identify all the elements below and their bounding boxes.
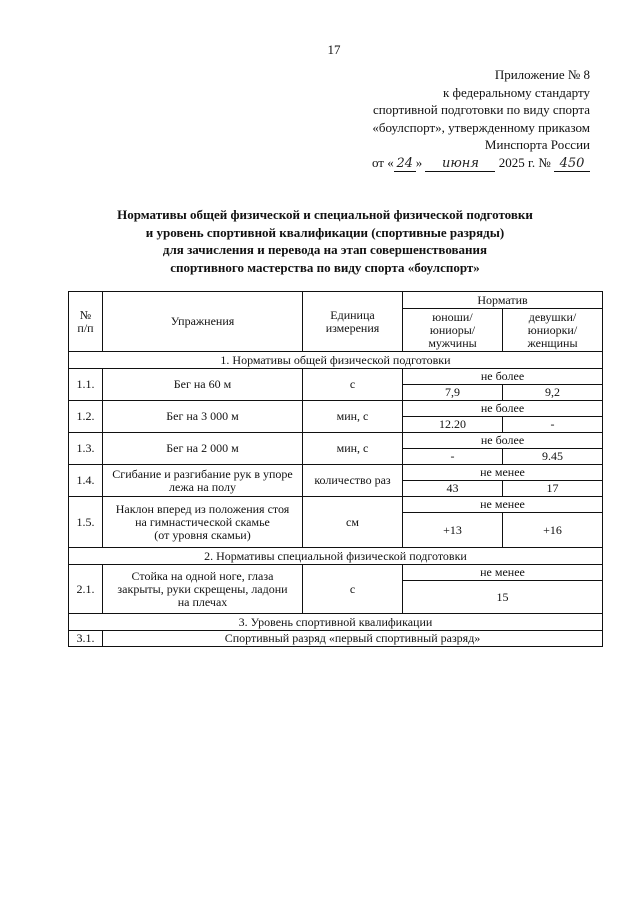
title-line-1: Нормативы общей физической и специальной физической подготовки bbox=[117, 207, 533, 222]
header-norm: Норматив bbox=[403, 292, 603, 309]
section-row-2 bbox=[69, 548, 603, 565]
row-limit: не более bbox=[403, 433, 603, 449]
table-row bbox=[69, 497, 603, 513]
appendix-date-line bbox=[290, 154, 590, 172]
row-unit: мин, с bbox=[303, 401, 403, 433]
row-num: 1.1. bbox=[69, 369, 103, 401]
header-unit: Единица измерения bbox=[303, 292, 403, 352]
row-boys-value: - bbox=[403, 449, 503, 465]
table-header-row bbox=[69, 292, 603, 309]
row-limit: не более bbox=[403, 369, 603, 385]
row-unit: с bbox=[303, 369, 403, 401]
table-row bbox=[69, 401, 603, 417]
row-limit: не менее bbox=[403, 497, 603, 513]
row-limit: не менее bbox=[403, 465, 603, 481]
row-value: 15 bbox=[403, 581, 603, 614]
appendix-line-3: спортивной подготовки по виду спорта bbox=[372, 102, 590, 117]
row-unit: см bbox=[303, 497, 403, 548]
row-boys-value: 7,9 bbox=[403, 385, 503, 401]
header-boys: юноши/ юниоры/ мужчины bbox=[403, 309, 503, 352]
row-boys-value: 43 bbox=[403, 481, 503, 497]
date-mid: » bbox=[415, 154, 423, 170]
row-limit: не более bbox=[403, 401, 603, 417]
appendix-line-4: «боулспорт», утвержденному приказом bbox=[372, 119, 590, 135]
handwritten-day: 24 bbox=[394, 157, 416, 172]
row-unit: с bbox=[303, 565, 403, 614]
row-exercise: Стойка на одной ноге, глаза закрыты, руки скрещены, ладони на плечах bbox=[103, 565, 303, 614]
appendix-line-2: к федеральному стандарту bbox=[442, 84, 590, 100]
appendix-header bbox=[290, 66, 590, 172]
row-unit: количество раз bbox=[303, 465, 403, 497]
section-row-1 bbox=[69, 352, 603, 369]
row-boys-value: +13 bbox=[403, 513, 503, 548]
row-exercise: Бег на 3 000 м bbox=[103, 401, 303, 433]
row-girls-value: 9,2 bbox=[503, 385, 603, 401]
header-girls: девушки/ юниорки/ женщины bbox=[503, 309, 603, 352]
norms-table bbox=[68, 291, 603, 647]
row-num: 1.5. bbox=[69, 497, 103, 548]
table-row bbox=[69, 369, 603, 385]
appendix-line-5: Минспорта России bbox=[484, 137, 590, 152]
table-row bbox=[69, 631, 603, 647]
section-row-3 bbox=[69, 614, 603, 631]
handwritten-month: июня bbox=[425, 157, 495, 172]
appendix-line-1: Приложение № 8 bbox=[494, 67, 590, 82]
document-title bbox=[40, 206, 610, 276]
row-girls-value: 9.45 bbox=[503, 449, 603, 465]
table-row bbox=[69, 433, 603, 449]
date-year: 2025 г. № bbox=[498, 154, 551, 170]
row-limit: не менее bbox=[403, 565, 603, 581]
row-girls-value: +16 bbox=[503, 513, 603, 548]
row-text: Спортивный разряд «первый спортивный разряд» bbox=[103, 631, 603, 647]
header-num: № п/п bbox=[69, 292, 103, 352]
date-prefix: от « bbox=[371, 154, 394, 170]
page-number: 17 bbox=[327, 42, 341, 57]
row-exercise: Сгибание и разгибание рук в упоре лежа на полу bbox=[103, 465, 303, 497]
row-num: 3.1. bbox=[69, 631, 103, 647]
row-num: 1.2. bbox=[69, 401, 103, 433]
section-title: 1. Нормативы общей физической подготовки bbox=[69, 352, 603, 369]
row-num: 1.3. bbox=[69, 433, 103, 465]
row-girls-value: 17 bbox=[503, 481, 603, 497]
section-title: 2. Нормативы специальной физической подготовки bbox=[69, 548, 603, 565]
row-boys-value: 12.20 bbox=[403, 417, 503, 433]
table-row bbox=[69, 465, 603, 481]
section-title: 3. Уровень спортивной квалификации bbox=[69, 614, 603, 631]
table-row bbox=[69, 565, 603, 581]
row-exercise: Наклон вперед из положения стоя на гимнастической скамье (от уровня скамьи) bbox=[103, 497, 303, 548]
row-exercise: Бег на 2 000 м bbox=[103, 433, 303, 465]
title-line-2: и уровень спортивной квалификации (спортивные разряды) bbox=[145, 224, 505, 240]
title-line-3: для зачисления и перевода на этап совершенствования bbox=[162, 242, 488, 257]
row-num: 2.1. bbox=[69, 565, 103, 614]
row-exercise: Бег на 60 м bbox=[103, 369, 303, 401]
title-line-4: спортивного мастерства по виду спорта «боулспорт» bbox=[170, 259, 480, 275]
row-num: 1.4. bbox=[69, 465, 103, 497]
row-unit: мин, с bbox=[303, 433, 403, 465]
row-girls-value: - bbox=[503, 417, 603, 433]
handwritten-order-number: 450 bbox=[554, 157, 590, 172]
header-exercise: Упражнения bbox=[103, 292, 303, 352]
